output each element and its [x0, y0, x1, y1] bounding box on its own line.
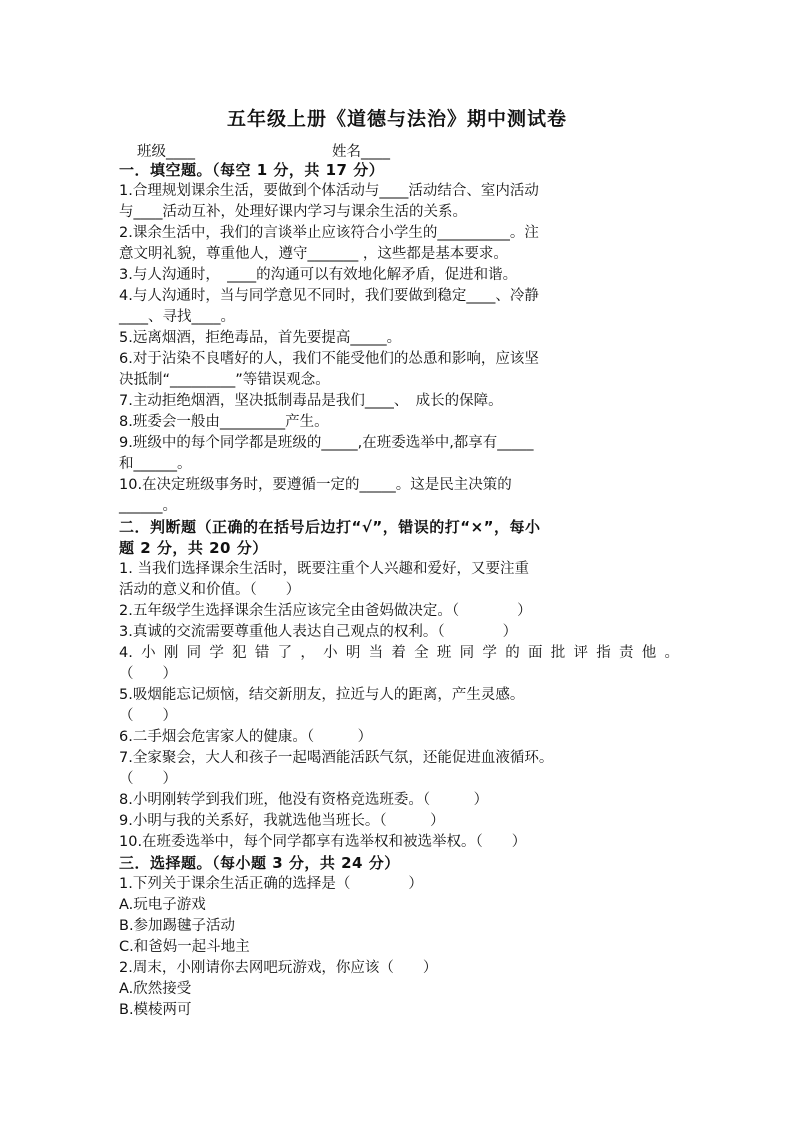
question-line: 5.吸烟能忘记烦恼，结交新朋友，拉近与人的距离，产生灵感。: [119, 687, 525, 703]
question-line: 4.小刚同学犯错了，小明当着全班同学的面批评指责他。: [119, 645, 679, 661]
choice-option: B.参加踢毽子活动: [119, 918, 236, 934]
choice-option: A.欣然接受: [119, 981, 192, 997]
question-line: 2.课余生活中，我们的言谈举止应该符合小学生的__________。注: [119, 225, 539, 241]
question-line: 10.在决定班级事务时，要遵循一定的_____。这是民主决策的: [119, 477, 512, 493]
choice-option: B.模棱两可: [119, 1002, 192, 1018]
question-line: ____、寻找____。: [119, 309, 235, 325]
question-line: ______。: [119, 498, 177, 514]
question-line: 2.五年级学生选择课余生活应该完全由爸妈做决定。（ ）: [119, 603, 532, 619]
question-line: 5.远离烟酒，拒绝毒品，首先要提高_____。: [119, 330, 402, 346]
answer-bracket: （ ）: [119, 666, 177, 682]
question-line: 8.班委会一般由_________产生。: [119, 414, 329, 430]
question-line: 6.二手烟会危害家人的健康。（ ）: [119, 729, 373, 745]
question-line: 1.合理规划课余生活，要做到个体活动与____活动结合、室内活动: [119, 183, 539, 199]
question-line: 6.对于沾染不良嗜好的人，我们不能受他们的怂恿和影响，应该坚: [119, 351, 539, 367]
question-line: 9.小明与我的关系好，我就选他当班长。（ ）: [119, 813, 445, 829]
page-title: 五年级上册《道德与法治》期中测试卷: [226, 108, 567, 130]
question-line: 1. 当我们选择课余生活时，既要注重个人兴趣和爱好，又要注重: [119, 561, 529, 577]
question-line: 1.下列关于课余生活正确的选择是（ ）: [119, 876, 423, 892]
question-line: 意文明礼貌，尊重他人，遵守_______ ，这些都是基本要求。: [119, 246, 508, 262]
choice-option: C.和爸妈一起斗地主: [119, 939, 250, 955]
question-line: 活动的意义和价值。（ ）: [119, 582, 301, 598]
section-heading-multiple-choice: 三．选择题。（每小题 3 分，共 24 分）: [119, 854, 400, 872]
question-line: 3.真诚的交流需要尊重他人表达自己观点的权利。（ ）: [119, 624, 518, 640]
name-label: 姓名____: [332, 144, 390, 160]
question-line: 7.全家聚会，大人和孩子一起喝酒能活跃气氛，还能促进血液循环。: [119, 750, 554, 766]
question-line: 3.与人沟通时， ____的沟通可以有效地化解矛盾，促进和谐。: [119, 267, 518, 283]
question-line: 7.主动拒绝烟酒，坚决抵制毒品是我们____、 成长的保障。: [119, 393, 503, 409]
question-line: 8.小明刚转学到我们班，他没有资格竞选班委。（ ）: [119, 792, 489, 808]
question-line: 4.与人沟通时，当与同学意见不同时，我们要做到稳定____、冷静: [119, 288, 539, 304]
choice-option: A.玩电子游戏: [119, 897, 206, 913]
section-heading-fill-blank: 一．填空题。（每空 1 分，共 17 分）: [119, 161, 385, 179]
question-line: 9.班级中的每个同学都是班级的_____,在班委选举中,都享有_____: [119, 435, 534, 451]
question-line: 2.周末，小刚请你去网吧玩游戏，你应该（ ）: [119, 960, 438, 976]
class-label: 班级____: [137, 144, 195, 160]
answer-bracket: （ ）: [119, 771, 177, 787]
question-line: 和______。: [119, 456, 192, 472]
section-heading-true-false: 二．判断题（正确的在括号后边打“√”，错误的打“×”，每小: [119, 518, 541, 536]
answer-bracket: （ ）: [119, 708, 177, 724]
question-line: 与____活动互补，处理好课内学习与课余生活的关系。: [119, 204, 467, 220]
question-line: 10.在班委选举中，每个同学都享有选举权和被选举权。（ ）: [119, 834, 527, 850]
section-heading-true-false-cont: 题 2 分，共 20 分）: [119, 539, 268, 557]
question-line: 决抵制“_________”等错误观念。: [119, 372, 330, 388]
